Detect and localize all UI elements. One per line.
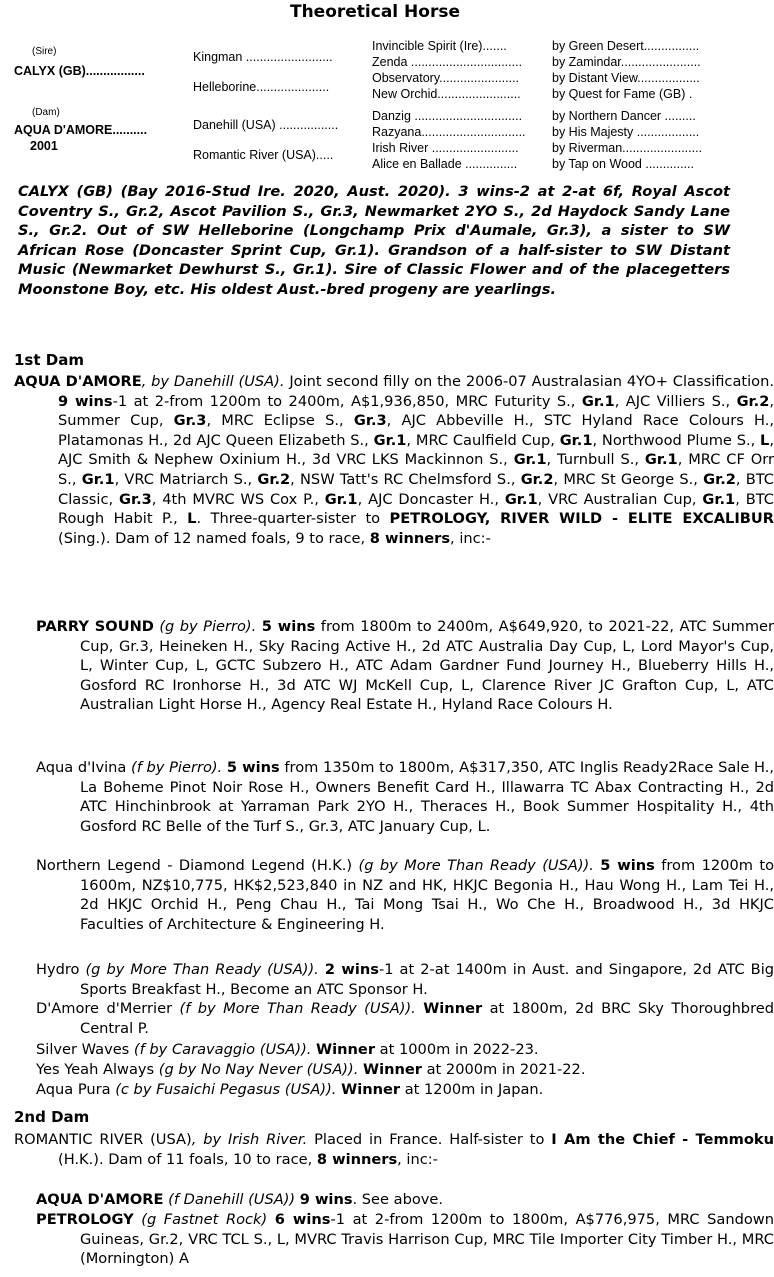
dam-tag: (Dam) xyxy=(32,107,60,118)
foal-wins: Winner xyxy=(341,1081,401,1098)
grade: Gr.1 xyxy=(504,490,538,508)
grade: L xyxy=(760,431,770,449)
text: , Summer Cup, xyxy=(58,392,774,430)
foal-sire: (f by More Than Ready (USA)). xyxy=(172,1000,424,1017)
grade: Gr.1 xyxy=(81,470,115,488)
gs-8: Alice en Ballade ............... xyxy=(372,157,518,171)
text: , Northwood Plume S., xyxy=(592,431,761,449)
text: -1 at 2-from 1200m to 2400m, A$1,936,850, MRC Futurity S., xyxy=(112,392,582,410)
text: , BTC Rough Habit P., xyxy=(58,490,774,528)
foal-sire: (c by Fusaichi Pegasus (USA)). xyxy=(110,1081,342,1098)
foal-record: from 1350m to 1800m, A$317,350, ATC Inglis Ready2Race Sale H., La Boheme Pinot Noir Rose H., Owners Benefit Card H., Illawarra TC Abax Contracting H., 2d ATC Hinchinbrook at Yarraman Park 2YO H., Theraces H., Book Summer Hospitality H., 4th Gosford RC Belle of the Turf S., Gr.3, ATC January Cup, L. xyxy=(80,759,774,835)
foal-sire: (g by Pierro). xyxy=(153,618,262,635)
first-dam-heading: 1st Dam xyxy=(14,351,84,369)
grade: L xyxy=(187,510,197,528)
text: , MRC Eclipse S., xyxy=(206,412,354,430)
gs-3: Observatory....................... xyxy=(372,71,520,85)
second-dam-foal xyxy=(36,1210,774,1269)
foal-record: -1 at 2-from 1200m to 1800m, A$776,975, MRC Sandown Guineas, Gr.2, VRC TCL S., L, MVRC Travis Harrison Cup, MRC Tile Importer City Timber H., MRC (Mornington) A xyxy=(80,1211,774,1268)
grade: Gr.2 xyxy=(520,470,554,488)
text: Placed in France. Half-sister to xyxy=(307,1131,552,1148)
gs-5: Danzig ............................... xyxy=(372,109,523,123)
grade: Gr.1 xyxy=(644,451,678,469)
dam-name-text: ROMANTIC RIVER (USA) xyxy=(14,1131,192,1148)
grade: Gr.2 xyxy=(703,470,736,488)
foal-name: PETROLOGY xyxy=(36,1211,134,1228)
dam-name: AQUA D'AMORE.......... xyxy=(14,123,148,137)
grade: Gr.1 xyxy=(373,431,407,449)
foal-wins: 2 wins xyxy=(324,961,379,978)
relatives: PETROLOGY, RIVER WILD - ELITE EXCALIBUR xyxy=(389,510,774,528)
second-dam-paragraph xyxy=(14,1130,774,1169)
text: (Sing.). Dam of 12 named foals, 9 to race, xyxy=(58,529,370,547)
pedigree-table xyxy=(0,38,750,176)
sire-name: CALYX (GB)................. xyxy=(14,64,145,78)
text: , inc:- xyxy=(450,529,491,547)
foal-record: -1 at 2-at 1400m in Aust. and Singapore, 2d ATC Big Sports Breakfast H., Become an ATC Sponsor H. xyxy=(80,961,774,998)
dam-name-text: AQUA D'AMORE xyxy=(14,373,142,390)
text: . Three-quarter-sister to xyxy=(196,510,390,528)
text: , VRC Australian Cup, xyxy=(537,490,703,508)
text: , AJC Villiers S., xyxy=(614,392,737,410)
grade: Gr.1 xyxy=(559,431,593,449)
foal-name: Aqua d'Ivina xyxy=(36,759,127,776)
wins: 9 wins xyxy=(58,392,113,410)
foal-entry xyxy=(36,617,774,715)
gs-7: Irish River ......................... xyxy=(372,141,519,155)
foal-name: Northern Legend - Diamond Legend (H.K.) xyxy=(36,857,353,874)
foal-record: at 1800m, 2d BRC Sky Thoroughbred Central P. xyxy=(80,1000,774,1037)
dam-dam: Romantic River (USA)..... xyxy=(193,148,334,162)
page-title: Theoretical Horse xyxy=(289,2,460,22)
foal-entry xyxy=(36,758,774,836)
text: , 4th MVRC WS Cox P., xyxy=(151,490,325,508)
ggs-5: by Northern Dancer ......... xyxy=(552,109,696,123)
grade: Gr.2 xyxy=(736,392,770,410)
second-dam-foal xyxy=(36,1190,774,1210)
foal-sire: (g by No Nay Never (USA)). xyxy=(154,1061,363,1078)
grade: Gr.2 xyxy=(257,470,291,488)
grade: Gr.1 xyxy=(513,451,547,469)
sire-dam: Helleborine..................... xyxy=(193,80,330,94)
foal-wins: 9 wins xyxy=(299,1191,353,1208)
gs-4: New Orchid........................ xyxy=(372,87,521,101)
dam-sire: Danehill (USA) ................. xyxy=(193,118,339,132)
foal-name: D'Amore d'Merrier xyxy=(36,1000,173,1017)
winners: 8 winners xyxy=(369,529,451,547)
text: , AJC Doncaster H., xyxy=(357,490,505,508)
foal-record: at 2000m in 2021-22. xyxy=(421,1061,586,1078)
gs-1: Invincible Spirit (Ire)....... xyxy=(372,39,507,53)
foal-sire: (f by Pierro). xyxy=(126,759,227,776)
winners: 8 winners xyxy=(316,1150,398,1168)
ggs-6: by His Majesty .................. xyxy=(552,125,700,139)
foal-wins: 5 wins xyxy=(261,618,316,635)
foal-wins: Winner xyxy=(423,1000,483,1017)
foal-record: at 1000m in 2022-23. xyxy=(375,1041,539,1058)
second-dam-heading: 2nd Dam xyxy=(14,1108,90,1126)
text: , inc:- xyxy=(397,1150,438,1168)
foal-record: from 1200m to 1600m, NZ$10,775, HK$2,523,840 in NZ and HK, HKJC Begonia H., Hau Wong H., Lam Tei H., 2d HKJC Orchid H., Peng Chau H., Tai Mong Tsai H., Wo Che H., Broadwood H., 3d HKJC Faculties of Architecture & Engineering H. xyxy=(80,857,774,933)
text: , AJC Smith & Nephew Oxinium H., 3d VRC LKS Mackinnon S., xyxy=(58,431,774,469)
text: , AJC Abbeville H., STC Hyland Race Colours H., Platamonas H., 2d AJC Queen Elizabeth S., xyxy=(58,412,774,449)
text: Joint second filly on the 2006-07 Australasian 4YO+ Classification. xyxy=(284,373,774,390)
dam-sire-text: , by Irish River. xyxy=(191,1131,308,1148)
foal-name: Yes Yeah Always xyxy=(36,1061,155,1078)
relatives: I Am the Chief - Temmoku xyxy=(551,1131,774,1148)
foal-record: at 1200m in Japan. xyxy=(400,1081,544,1098)
text: , BTC Classic, xyxy=(58,470,774,508)
grade: Gr.1 xyxy=(581,392,615,410)
sire-sire: Kingman ......................... xyxy=(193,50,333,64)
text: , VRC Matriarch S., xyxy=(114,470,258,488)
foal-sire: (g by More Than Ready (USA)). xyxy=(79,961,325,978)
gs-2: Zenda ................................ xyxy=(372,55,523,69)
text: , MRC St George S., xyxy=(553,470,704,488)
text: , Turnbull S., xyxy=(546,451,645,469)
foal-name: Aqua Pura xyxy=(36,1081,111,1098)
foal-entry xyxy=(36,960,774,999)
foal-record: from 1800m to 2400m, A$649,920, to 2021-22, ATC Summer Cup, Gr.3, Heineken H., Sky Racing Active H., 2d ATC Australia Day Cup, L, Lord Mayor's Cup, L, Winter Cup, L, GCTC Subzero H., ATC Adam Gardner Fund Journey H., Blueberry Hills H., Gosford RC Ironhorse H., 3d ATC WJ McKell Cup, L, Clarence River JC Grafton Cup, L, ATC Australian Light Horse H., Agency Real Estate H., Hyland Race Colours H. xyxy=(80,618,774,714)
foal-sire: (g Fastnet Rock) xyxy=(133,1211,275,1228)
first-dam-paragraph xyxy=(14,372,774,548)
text: , MRC Caulfield Cup, xyxy=(406,431,560,449)
foal-record: . See above. xyxy=(352,1191,444,1208)
ggs-7: by Riverman....................... xyxy=(552,141,703,155)
foal-entry xyxy=(36,856,774,934)
sire-bio: CALYX (GB) (Bay 2016-Stud Ire. 2020, Aust. 2020). 3 wins-2 at 2-at 6f, Royal Ascot Coventry S., Gr.2, Ascot Pavilion S., Gr.3, Newmarket 2YO S., 2d Haydock Sandy Lane S., Gr.2. Out of SW Helleborine (Longchamp Prix d'Aumale, Gr.3), a sister to SW African Rose (Doncaster Sprint Cup, Gr.1). Grandson of a half-sister to SW Distant Music (Newmarket Dewhurst S., Gr.1). Sire of Classic Flower and of the placegetters Moonstone Boy, etc. His oldest Aust.-bred progeny are yearlings. xyxy=(18,183,730,298)
ggs-3: by Distant View.................. xyxy=(552,71,700,85)
foal-wins: 5 wins xyxy=(226,759,280,776)
sire-tag: (Sire) xyxy=(32,46,57,57)
grade: Gr.1 xyxy=(324,490,358,508)
foal-wins: Winner xyxy=(316,1041,376,1058)
text: (H.K.). Dam of 11 foals, 10 to race, xyxy=(58,1150,317,1168)
text: , NSW Tatt's RC Chelmsford S., xyxy=(290,470,521,488)
grade: Gr.3 xyxy=(173,412,207,430)
foal-sire: (f by Caravaggio (USA)). xyxy=(129,1041,317,1058)
foal-entry xyxy=(36,1060,774,1080)
ggs-2: by Zamindar....................... xyxy=(552,55,701,69)
foal-entry xyxy=(36,1040,774,1060)
foal-wins: Winner xyxy=(362,1061,422,1078)
foal-name: PARRY SOUND xyxy=(36,618,154,635)
dam-year: 2001 xyxy=(30,139,58,153)
ggs-1: by Green Desert................ xyxy=(552,39,700,53)
grade: Gr.3 xyxy=(118,490,152,508)
grade: Gr.3 xyxy=(353,412,387,430)
foal-entry xyxy=(36,999,774,1038)
foal-name: Hydro xyxy=(36,961,80,978)
foal-sire: (g by More Than Ready (USA)). xyxy=(352,857,601,874)
foal-name: Silver Waves xyxy=(36,1041,130,1058)
gs-6: Razyana.............................. xyxy=(372,125,526,139)
foal-wins: 5 wins xyxy=(600,857,655,874)
text: , MRC CF Orr S., xyxy=(58,451,774,488)
foal-wins: 6 wins xyxy=(274,1211,331,1228)
ggs-8: by Tap on Wood .............. xyxy=(552,157,694,171)
foal-sire: (f Danehill (USA)) xyxy=(163,1191,300,1208)
foal-name: AQUA D'AMORE xyxy=(36,1191,164,1208)
grade: Gr.1 xyxy=(702,490,736,508)
dam-sire-text: , by Danehill (USA). xyxy=(141,373,285,390)
foal-entry xyxy=(36,1080,774,1100)
ggs-4: by Quest for Fame (GB) . xyxy=(552,87,693,101)
